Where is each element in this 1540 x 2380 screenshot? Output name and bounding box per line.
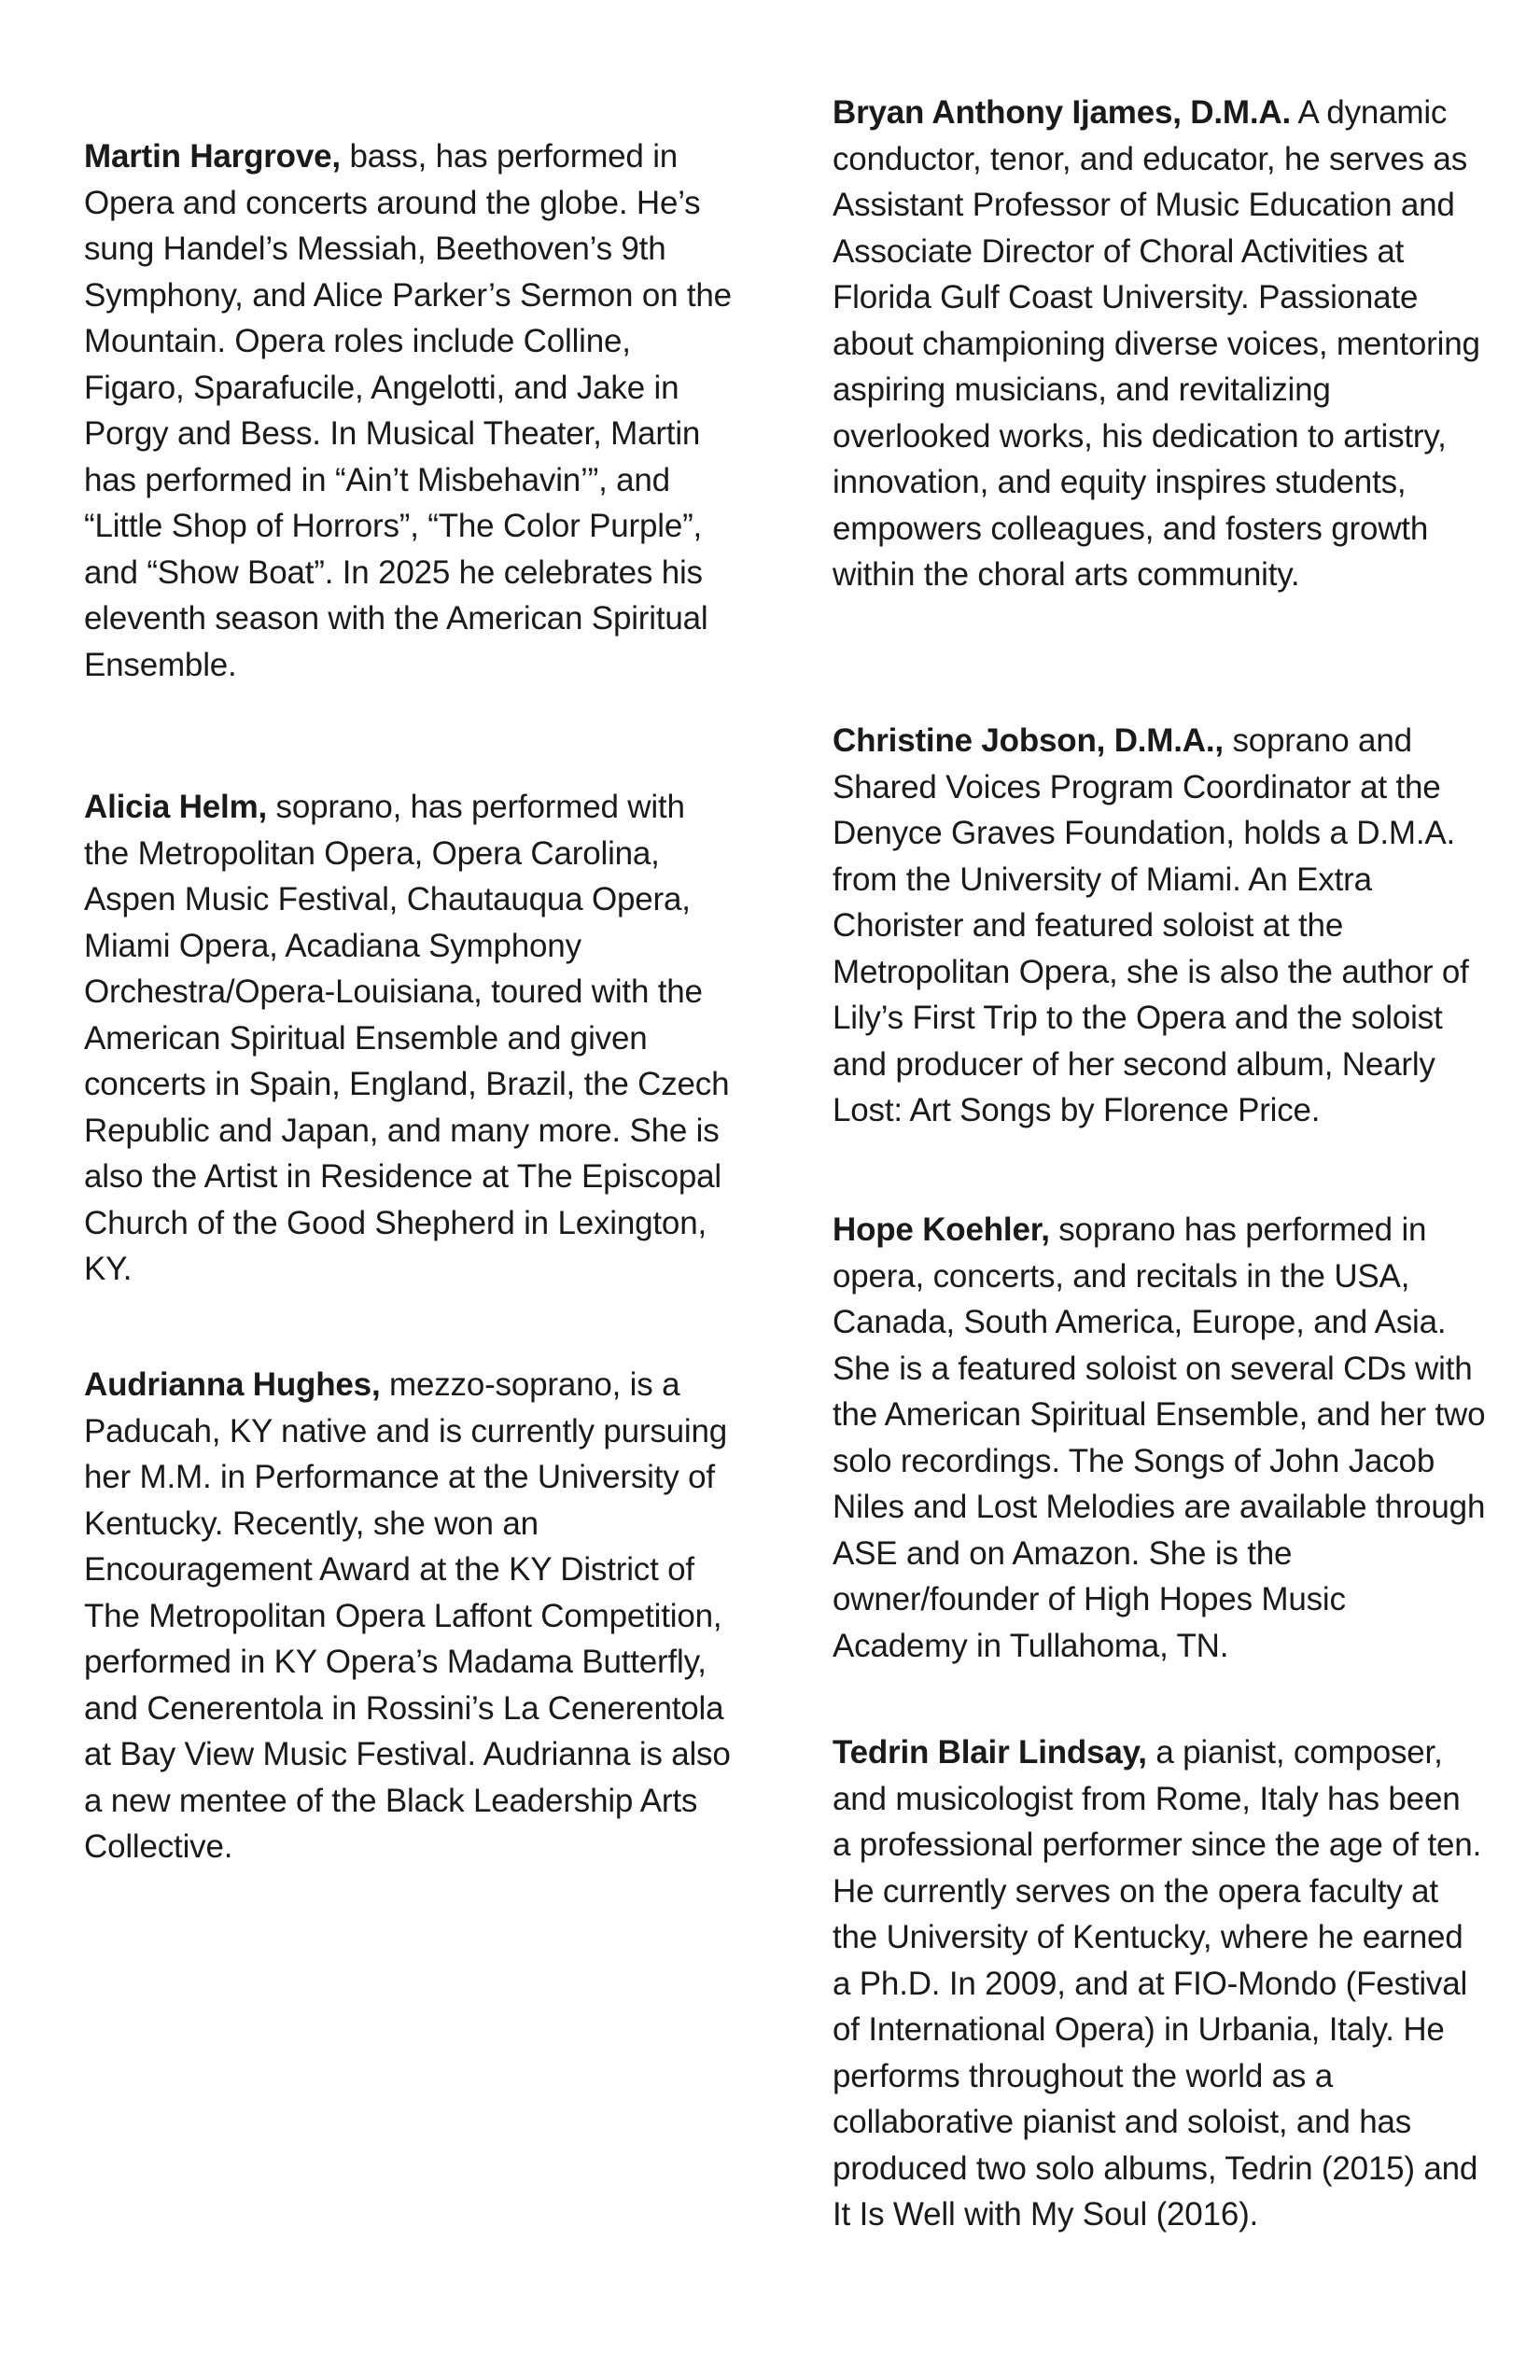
bio-text: bass, has performed in Opera and concerts around the globe. He’s sung Handel’s Messiah, Beethoven’s 9th Symphony, and Alice Parker’s Sermon on the Mountain. Opera roles include Colline, Figaro, Sparafucile, Angelotti, and Jake in Porgy and Bess. In Musical Theater, Martin has performed in “Ain’t Misbehavin’”, and “Little Shop of Horrors”, “The Color Purple”, and “Show Boat”. In 2025 he celebrates his eleventh season with the American Spiritual Ensemble. xyxy=(84,138,732,683)
bio-martin-hargrove xyxy=(84,133,737,688)
bio-name: Audrianna Hughes, xyxy=(84,1366,381,1403)
bio-text: soprano, has performed with the Metropolitan Opera, Opera Carolina, Aspen Music Festival, Chautauqua Opera, Miami Opera, Acadiana Symphony Orchestra/Opera-Louisiana, toured with the American Spiritual Ensemble and given concerts in Spain, England, Brazil, the Czech Republic and Japan, and many more. She is also the Artist in Residence at The Episcopal Church of the Good Shepherd in Lexington, KY. xyxy=(84,789,730,1287)
bio-name: Martin Hargrove, xyxy=(84,138,341,175)
bio-audrianna-hughes xyxy=(84,1362,737,1870)
bio-text: a pianist, composer, and musicologist from Rome, Italy has been a professional performer since the age of ten. He currently serves on the opera faculty at the University of Kentucky, where he earned a Ph.D. In 2009, and at FIO-Mondo (Festival of International Opera) in Urbania, Italy. He performs throughout the world as a collaborative pianist and soloist, and has produced two solo albums, Tedrin (2015) and It Is Well with My Soul (2016). xyxy=(833,1734,1482,2233)
bio-hope-koehler xyxy=(833,1207,1486,1669)
bio-christine-jobson xyxy=(833,718,1486,1134)
bio-name: Tedrin Blair Lindsay, xyxy=(833,1734,1147,1771)
bio-text: soprano has performed in opera, concerts, and recitals in the USA, Canada, South America, Europe, and Asia. She is a featured soloist on several CDs with the American Spiritual Ensemble, and her two solo recordings. The Songs of John Jacob Niles and Lost Melodies are available through ASE and on Amazon. She is the owner/founder of High Hopes Music Academy in Tullahoma, TN. xyxy=(833,1211,1486,1664)
bio-name: Hope Koehler, xyxy=(833,1211,1050,1248)
bio-name: Bryan Anthony Ijames, D.M.A. xyxy=(833,94,1291,131)
bio-text: A dynamic conductor, tenor, and educator, he serves as Assistant Professor of Music Education and Associate Director of Choral Activities at Florida Gulf Coast University. Passionate about championing diverse voices, mentoring aspiring musicians, and revitalizing overlooked works, his dedication to artistry, innovation, and equity inspires students, empowers colleagues, and fosters growth within the choral arts community. xyxy=(833,94,1480,593)
bio-bryan-anthony-ijames xyxy=(833,90,1486,598)
bio-name: Christine Jobson, D.M.A., xyxy=(833,722,1224,759)
bio-alicia-helm xyxy=(84,784,737,1293)
bio-text: soprano and Shared Voices Program Coordinator at the Denyce Graves Foundation, holds a D.M.A. from the University of Miami. An Extra Chorister and featured soloist at the Metropolitan Opera, she is also the author of Lily’s First Trip to the Opera and the soloist and producer of her second album, Nearly Lost: Art Songs by Florence Price. xyxy=(833,722,1469,1128)
bio-name: Alicia Helm, xyxy=(84,789,268,825)
bio-text: mezzo-soprano, is a Paducah, KY native and is currently pursuing her M.M. in Performance at the University of Kentucky. Recently, she won an Encouragement Award at the KY District of The Metropolitan Opera Laffont Competition, performed in KY Opera’s Madama Butterfly, and Cenerentola in Rossini’s La Cenerentola at Bay View Music Festival. Audrianna is also a new mentee of the Black Leadership Arts Collective. xyxy=(84,1366,731,1865)
bio-tedrin-blair-lindsay xyxy=(833,1729,1486,2238)
